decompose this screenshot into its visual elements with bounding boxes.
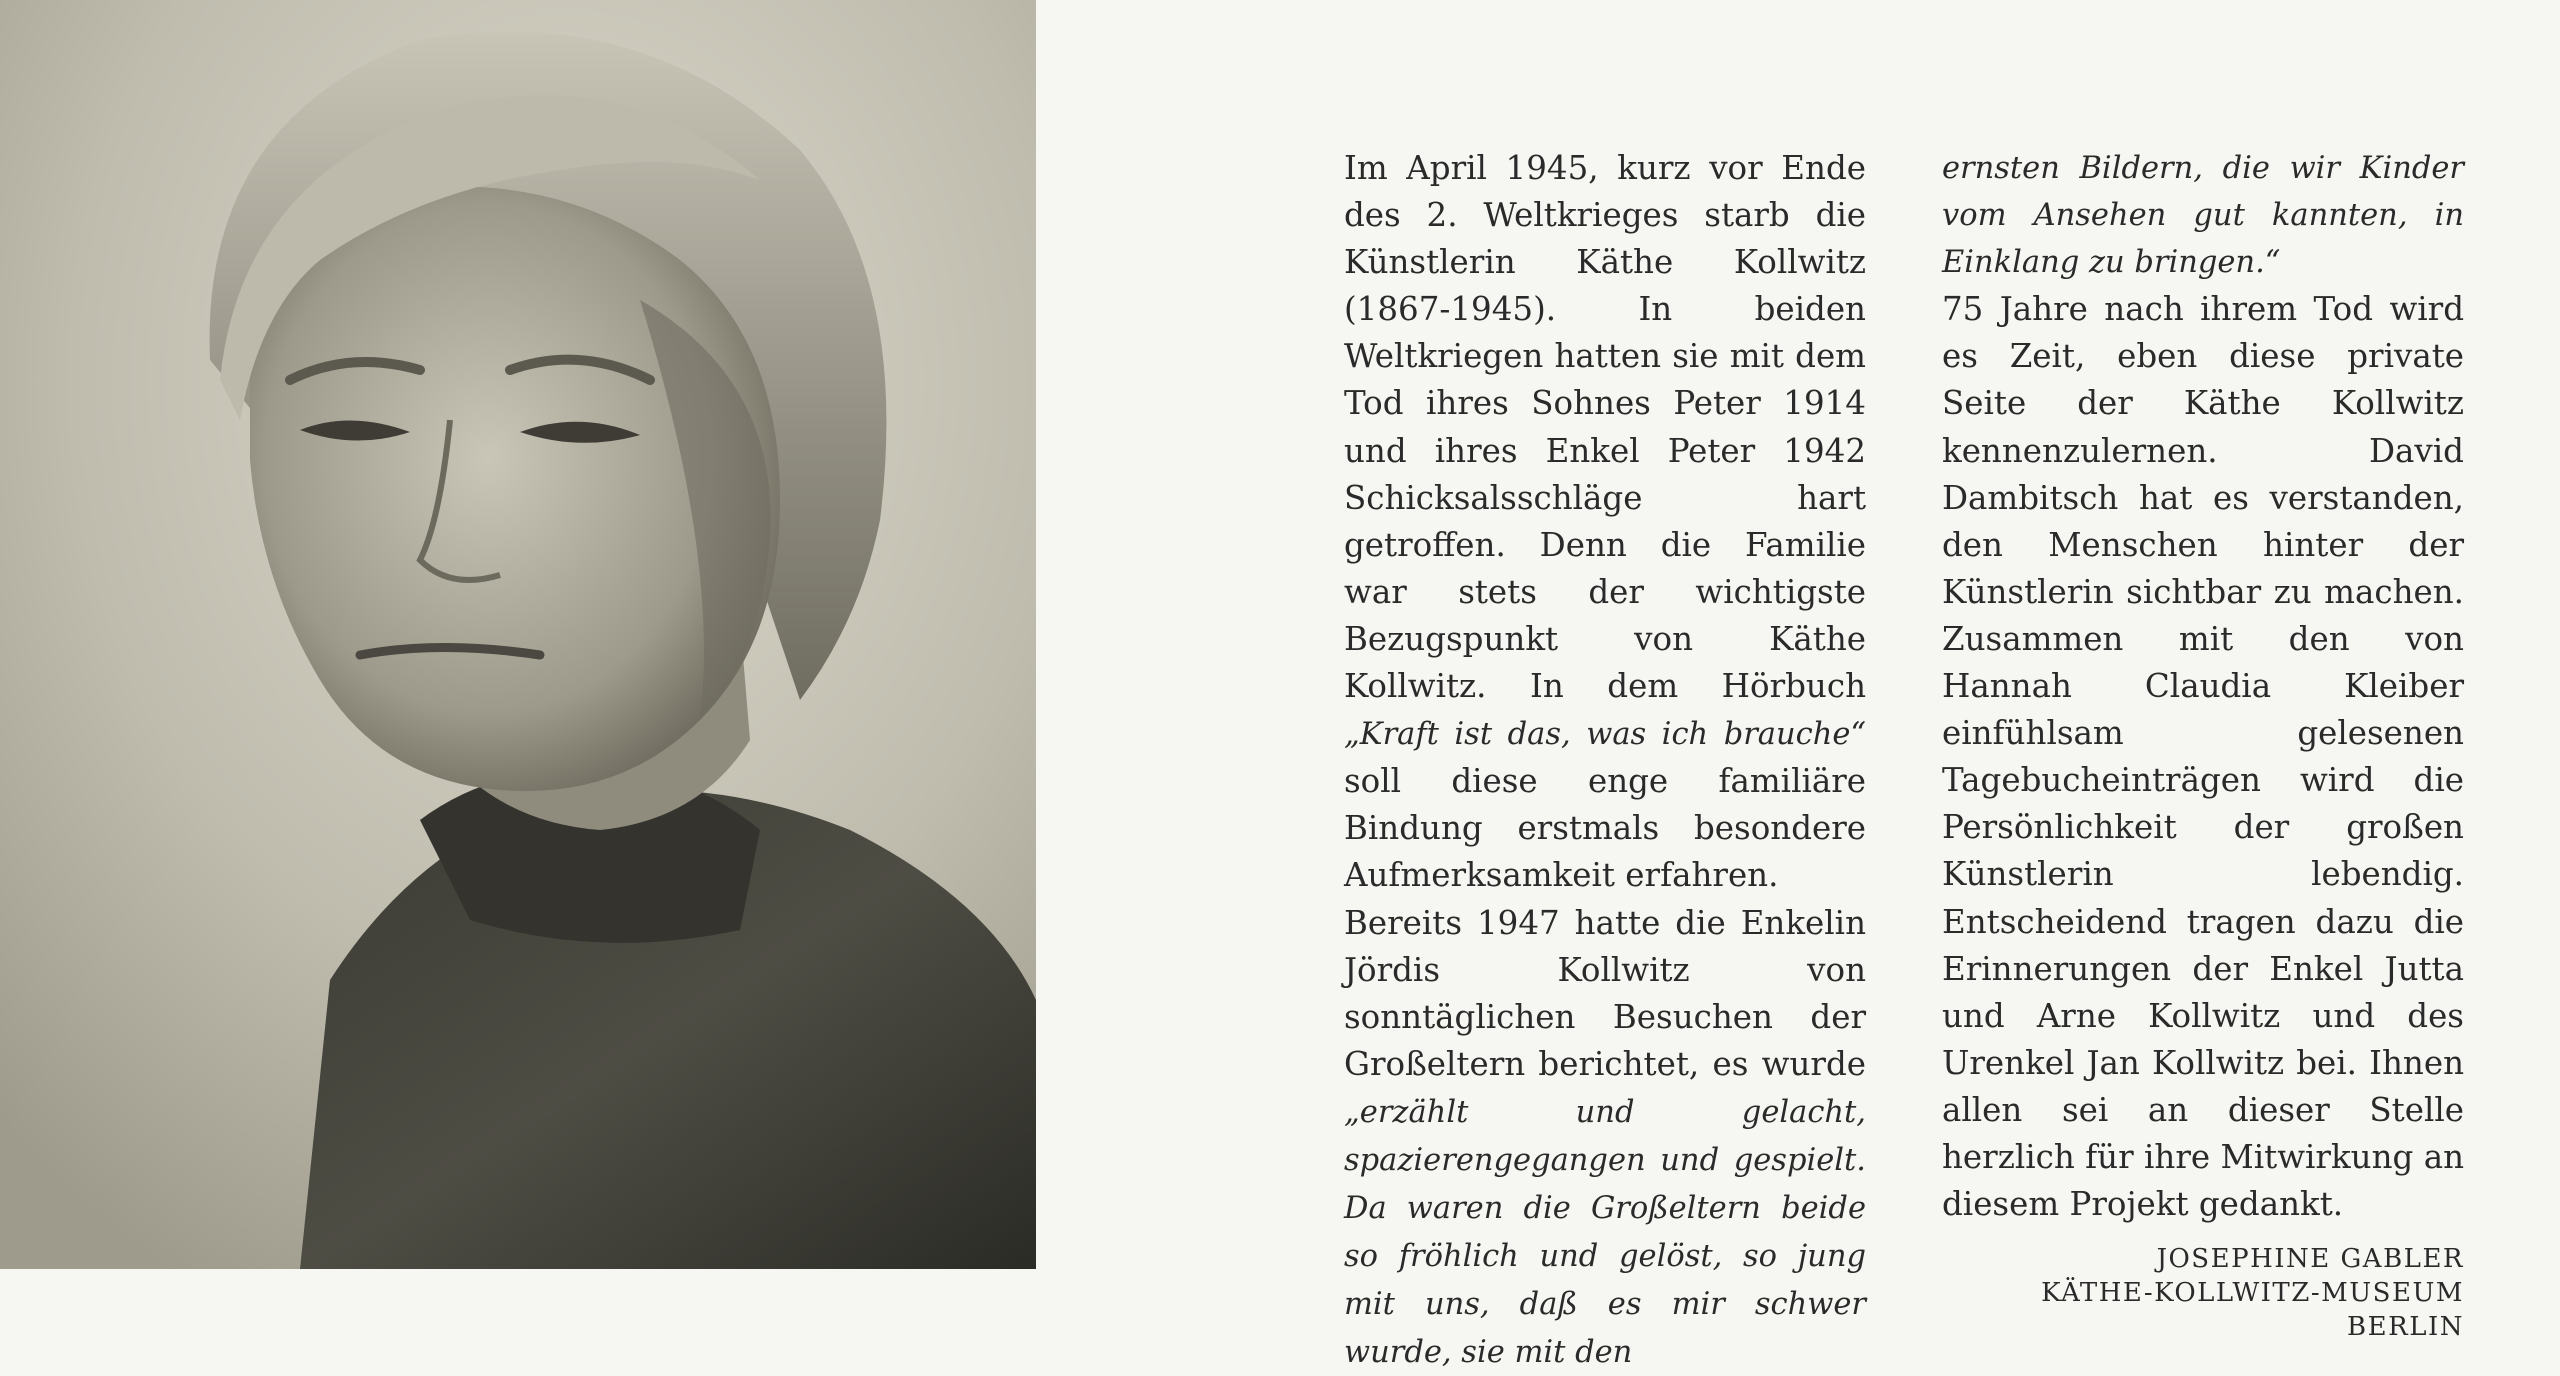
- memories-quote-end: ernsten Bildern, die wir Kinder vom Ansehen gut kannten, in Einklang zu bringen.“: [1942, 145, 2464, 286]
- memories-text: Bereits 1947 hatte die Enkelin Jördis Kollwitz von sonntäglichen Besuchen der Großeltern berichtet, es wurde: [1344, 904, 1866, 1083]
- intro-text-continued: soll diese enge familiäre Bindung erstmals besondere Aufmerksamkeit erfahren.: [1344, 762, 1866, 894]
- text-area: [1344, 145, 2456, 1175]
- memories-quote: „erzählt und gelacht, spazierengegangen und gespielt. Da waren die Großeltern beide so fröhlich und gelöst, so jung mit uns, daß es mir schwer wurde, sie mit den: [1344, 1095, 1866, 1370]
- signature-organization: KÄTHE-KOLLWITZ-MUSEUM BERLIN: [1942, 1276, 2464, 1344]
- text-column-right: [1942, 145, 2464, 1344]
- intro-text: Im April 1945, kurz vor Ende des 2. Weltkrieges starb die Künstlerin Käthe Kollwitz (1867-1945). In beiden Weltkriegen hatten sie mit dem Tod ihres Sohnes Peter 1914 und ihres Enkel Peter 1942 Schicksalsschläge hart getroffen. Denn die Familie war stets der wichtigste Bezugspunkt von Käthe Kollwitz. In dem Hörbuch: [1344, 149, 1866, 705]
- portrait-photo: [0, 0, 1036, 1269]
- signature: [1942, 1242, 2464, 1344]
- portrait-illustration: [0, 0, 1036, 1269]
- audiobook-title: „Kraft ist das, was ich brauche“: [1344, 717, 1866, 752]
- paragraph-intro: [1344, 145, 1866, 900]
- paragraph-memories: [1344, 900, 1866, 1376]
- text-column-left: [1344, 145, 1866, 1376]
- signature-name: JOSEPHINE GABLER: [1942, 1242, 2464, 1276]
- paragraph-acknowledgement: 75 Jahre nach ihrem Tod wird es Zeit, eben diese private Seite der Käthe Kollwitz kennenzulernen. David Dambitsch hat es verstanden, den Menschen hinter der Künstlerin sichtbar zu machen. Zusammen mit den von Hannah Claudia Kleiber einfühlsam gelesenen Tagebucheinträgen wird die Persönlichkeit der großen Künstlerin lebendig. Entscheidend tragen dazu die Erinnerungen der Enkel Jutta und Arne Kollwitz und des Urenkel Jan Kollwitz bei. Ihnen allen sei an dieser Stelle herzlich für ihre Mitwirkung an diesem Projekt gedankt.: [1942, 286, 2464, 1228]
